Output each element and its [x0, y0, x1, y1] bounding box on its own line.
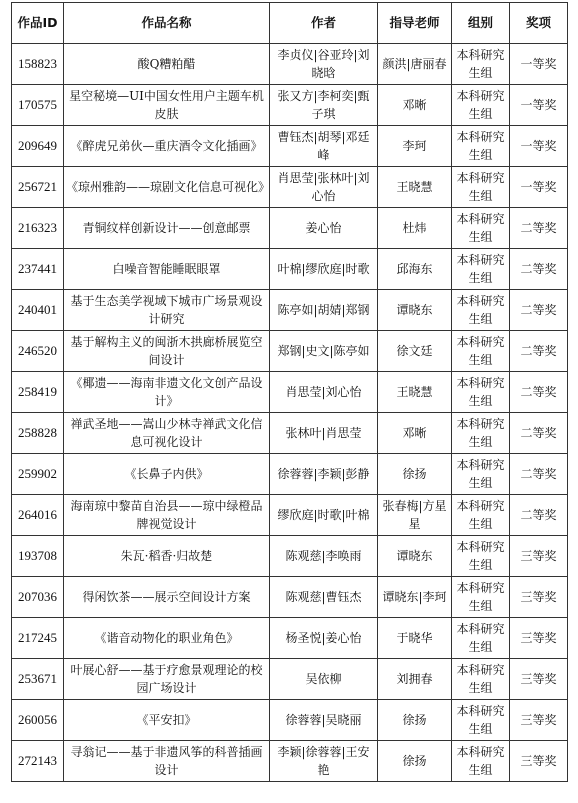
- cell-id: 264016: [12, 495, 64, 536]
- cell-authors: 曹钰杰|胡琴|邓廷峰: [270, 126, 378, 167]
- cell-advisor: 邱海东: [378, 249, 452, 290]
- cell-id: 209649: [12, 126, 64, 167]
- cell-id: 258828: [12, 413, 64, 454]
- cell-name: 《椰遗——海南非遗文化文创产品设计》: [64, 372, 270, 413]
- table-row: [12, 290, 568, 331]
- cell-award: 一等奖: [510, 85, 568, 126]
- cell-group: 本科研究生组: [452, 536, 510, 577]
- cell-name: 基于生态美学视域下城市广场景观设计研究: [64, 290, 270, 331]
- table-row: [12, 167, 568, 208]
- cell-id: 207036: [12, 577, 64, 618]
- cell-advisor: 邓晰: [378, 413, 452, 454]
- cell-group: 本科研究生组: [452, 331, 510, 372]
- cell-authors: 郑钢|史文|陈亭如: [270, 331, 378, 372]
- cell-id: 216323: [12, 208, 64, 249]
- awards-table: [11, 2, 568, 782]
- cell-award: 二等奖: [510, 249, 568, 290]
- cell-advisor: 杜炜: [378, 208, 452, 249]
- cell-authors: 李贞仪|谷亚玲|刘晓晗: [270, 44, 378, 85]
- cell-authors: 肖思莹|张林叶|刘心怡: [270, 167, 378, 208]
- cell-name: 酸Q糟粕醋: [64, 44, 270, 85]
- cell-name: 《平安扣》: [64, 700, 270, 741]
- cell-name: 星空秘境—UI中国女性用户主题车机皮肤: [64, 85, 270, 126]
- cell-authors: 陈观慈|李唤雨: [270, 536, 378, 577]
- cell-award: 二等奖: [510, 454, 568, 495]
- header-authors: 作者: [270, 3, 378, 44]
- cell-name: 得闲饮茶——展示空间设计方案: [64, 577, 270, 618]
- table-row: [12, 413, 568, 454]
- cell-authors: 缪欣庭|时歌|叶棉: [270, 495, 378, 536]
- cell-id: 193708: [12, 536, 64, 577]
- cell-name: 朱瓦·稻香·归故楚: [64, 536, 270, 577]
- cell-group: 本科研究生组: [452, 659, 510, 700]
- table-row: [12, 741, 568, 782]
- cell-group: 本科研究生组: [452, 167, 510, 208]
- cell-group: 本科研究生组: [452, 126, 510, 167]
- cell-group: 本科研究生组: [452, 249, 510, 290]
- table-row: [12, 495, 568, 536]
- cell-award: 三等奖: [510, 659, 568, 700]
- cell-award: 二等奖: [510, 413, 568, 454]
- cell-award: 一等奖: [510, 167, 568, 208]
- cell-advisor: 谭晓东: [378, 536, 452, 577]
- cell-authors: 吴依柳: [270, 659, 378, 700]
- cell-authors: 李颖|徐蓉蓉|王安艳: [270, 741, 378, 782]
- cell-id: 170575: [12, 85, 64, 126]
- cell-award: 一等奖: [510, 126, 568, 167]
- table-row: [12, 208, 568, 249]
- cell-authors: 杨圣悦|姜心怡: [270, 618, 378, 659]
- cell-authors: 叶棉|缪欣庭|时歌: [270, 249, 378, 290]
- cell-id: 246520: [12, 331, 64, 372]
- cell-id: 240401: [12, 290, 64, 331]
- header-name: 作品名称: [64, 3, 270, 44]
- cell-group: 本科研究生组: [452, 700, 510, 741]
- cell-name: 《琼州雅韵——琼剧文化信息可视化》: [64, 167, 270, 208]
- cell-award: 二等奖: [510, 331, 568, 372]
- cell-id: 237441: [12, 249, 64, 290]
- cell-group: 本科研究生组: [452, 85, 510, 126]
- cell-award: 三等奖: [510, 536, 568, 577]
- cell-authors: 张又方|李柯奕|甄子琪: [270, 85, 378, 126]
- cell-advisor: 王晓慧: [378, 372, 452, 413]
- cell-award: 三等奖: [510, 700, 568, 741]
- cell-advisor: 颜洪|唐丽春: [378, 44, 452, 85]
- cell-advisor: 李珂: [378, 126, 452, 167]
- header-group: 组别: [452, 3, 510, 44]
- table-row: [12, 331, 568, 372]
- cell-authors: 徐蓉蓉|吴晓丽: [270, 700, 378, 741]
- cell-group: 本科研究生组: [452, 618, 510, 659]
- cell-group: 本科研究生组: [452, 495, 510, 536]
- table-row: [12, 249, 568, 290]
- cell-id: 260056: [12, 700, 64, 741]
- cell-group: 本科研究生组: [452, 372, 510, 413]
- cell-advisor: 于晓华: [378, 618, 452, 659]
- cell-id: 259902: [12, 454, 64, 495]
- cell-name: 基于解构主义的闽浙木拱廊桥展览空间设计: [64, 331, 270, 372]
- cell-name: 禅武圣地——嵩山少林寺禅武文化信息可视化设计: [64, 413, 270, 454]
- cell-name: 《醉虎兄弟伙—重庆酒令文化插画》: [64, 126, 270, 167]
- table-row: [12, 700, 568, 741]
- table-row: [12, 659, 568, 700]
- table-row: [12, 85, 568, 126]
- cell-advisor: 谭晓东: [378, 290, 452, 331]
- cell-id: 253671: [12, 659, 64, 700]
- cell-group: 本科研究生组: [452, 577, 510, 618]
- cell-id: 217245: [12, 618, 64, 659]
- cell-advisor: 刘拥春: [378, 659, 452, 700]
- table-row: [12, 126, 568, 167]
- cell-authors: 徐蓉蓉|李颖|彭静: [270, 454, 378, 495]
- cell-group: 本科研究生组: [452, 454, 510, 495]
- table-row: [12, 454, 568, 495]
- cell-award: 三等奖: [510, 741, 568, 782]
- cell-id: 258419: [12, 372, 64, 413]
- cell-id: 158823: [12, 44, 64, 85]
- header-row: [12, 3, 568, 44]
- cell-advisor: 张春梅|方星星: [378, 495, 452, 536]
- cell-group: 本科研究生组: [452, 208, 510, 249]
- cell-award: 三等奖: [510, 577, 568, 618]
- cell-advisor: 徐文廷: [378, 331, 452, 372]
- cell-name: 寻翁记——基于非遗风筝的科普插画设计: [64, 741, 270, 782]
- cell-name: 《长鼻子内供》: [64, 454, 270, 495]
- cell-award: 二等奖: [510, 290, 568, 331]
- table-row: [12, 372, 568, 413]
- table-row: [12, 44, 568, 85]
- table-row: [12, 618, 568, 659]
- cell-authors: 肖思莹|刘心怡: [270, 372, 378, 413]
- cell-name: 白噪音智能睡眠眼罩: [64, 249, 270, 290]
- cell-group: 本科研究生组: [452, 741, 510, 782]
- cell-authors: 张林叶|肖思莹: [270, 413, 378, 454]
- cell-advisor: 徐扬: [378, 454, 452, 495]
- cell-authors: 姜心怡: [270, 208, 378, 249]
- table-body: [12, 44, 568, 782]
- cell-advisor: 王晓慧: [378, 167, 452, 208]
- cell-group: 本科研究生组: [452, 413, 510, 454]
- cell-award: 二等奖: [510, 208, 568, 249]
- cell-id: 272143: [12, 741, 64, 782]
- cell-award: 三等奖: [510, 618, 568, 659]
- cell-advisor: 邓晰: [378, 85, 452, 126]
- cell-name: 《谐音动物化的职业角色》: [64, 618, 270, 659]
- header-award: 奖项: [510, 3, 568, 44]
- table-row: [12, 577, 568, 618]
- cell-group: 本科研究生组: [452, 44, 510, 85]
- header-id: 作品ID: [12, 3, 64, 44]
- cell-award: 一等奖: [510, 44, 568, 85]
- cell-award: 二等奖: [510, 495, 568, 536]
- cell-name: 青铜纹样创新设计——创意邮票: [64, 208, 270, 249]
- cell-authors: 陈亭如|胡婧|郑钢: [270, 290, 378, 331]
- cell-advisor: 徐扬: [378, 700, 452, 741]
- cell-name: 叶展心舒——基于疗愈景观理论的校园广场设计: [64, 659, 270, 700]
- cell-group: 本科研究生组: [452, 290, 510, 331]
- cell-authors: 陈观慈|曹钰杰: [270, 577, 378, 618]
- cell-name: 海南琼中黎苗自治县——琼中绿橙品牌视觉设计: [64, 495, 270, 536]
- cell-award: 二等奖: [510, 372, 568, 413]
- cell-id: 256721: [12, 167, 64, 208]
- cell-advisor: 徐扬: [378, 741, 452, 782]
- cell-advisor: 谭晓东|李珂: [378, 577, 452, 618]
- table-row: [12, 536, 568, 577]
- header-advisor: 指导老师: [378, 3, 452, 44]
